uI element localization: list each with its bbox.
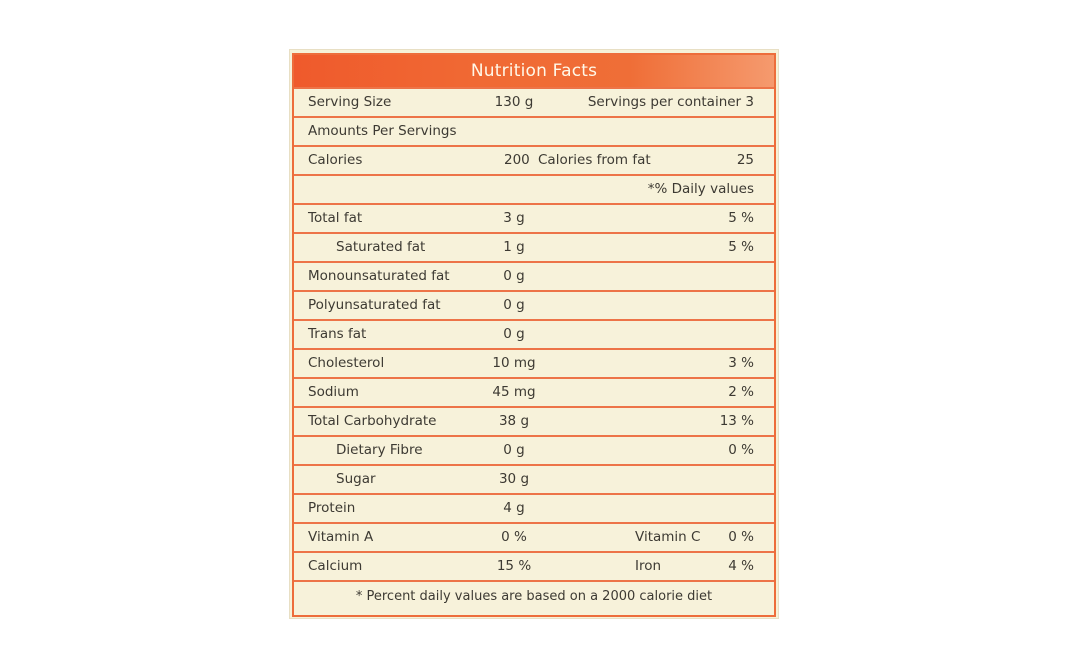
- nutrient-label: Trans fat: [308, 326, 367, 342]
- nutrient-row: [294, 493, 774, 522]
- vitamin-value: 0 %: [728, 529, 754, 545]
- nutrient-label: Saturated fat: [336, 239, 426, 255]
- nutrient-daily-value: 5 %: [728, 239, 754, 255]
- nutrient-amount: 0 g: [503, 326, 525, 342]
- nutrient-daily-value: 3 %: [728, 355, 754, 371]
- footnote: * Percent daily values are based on a 2000 calorie diet: [355, 589, 713, 604]
- nutrient-row: [294, 319, 774, 348]
- nutrient-daily-value: 5 %: [728, 210, 754, 226]
- vitamin-value: 0 %: [501, 529, 527, 545]
- daily-values-header-row: [294, 174, 774, 203]
- nutrient-daily-value: 2 %: [728, 384, 754, 400]
- nutrient-amount: 10 mg: [492, 355, 536, 371]
- nutrient-amount: 0 g: [503, 442, 525, 458]
- nutrient-label: Monounsaturated fat: [308, 268, 450, 284]
- nutrient-row: [294, 348, 774, 377]
- nutrient-label: Polyunsaturated fat: [308, 297, 441, 313]
- vitamin-row: [294, 551, 774, 580]
- nutrient-amount: 30 g: [498, 471, 530, 487]
- nutrient-daily-value: 0 %: [728, 442, 754, 458]
- vitamin-row: [294, 522, 774, 551]
- nutrient-amount: 0 g: [503, 297, 525, 313]
- serving-size-label: Serving Size: [308, 94, 392, 110]
- daily-values-header: *% Daily values: [647, 181, 754, 197]
- nutrient-label: Dietary Fibre: [336, 442, 423, 458]
- nutrient-amount: 38 g: [498, 413, 530, 429]
- nutrition-facts-title: Nutrition Facts: [294, 55, 774, 87]
- serving-row: [294, 87, 774, 116]
- nutrition-table: [292, 53, 776, 617]
- vitamin-label: Vitamin C: [635, 529, 701, 545]
- nutrient-label: Sodium: [308, 384, 359, 400]
- servings-per-container: Servings per container 3: [587, 94, 754, 110]
- nutrient-row: [294, 290, 774, 319]
- nutrient-row: [294, 261, 774, 290]
- calories-label: Calories: [308, 152, 363, 168]
- nutrient-label: Total Carbohydrate: [308, 413, 437, 429]
- nutrient-amount: 45 mg: [492, 384, 536, 400]
- nutrient-label: Total fat: [308, 210, 363, 226]
- nutrient-row: [294, 464, 774, 493]
- calories-value: 200: [504, 152, 530, 168]
- amounts-per-serving-label: Amounts Per Servings: [308, 123, 457, 139]
- nutrient-row: [294, 203, 774, 232]
- nutrition-label: [289, 49, 779, 619]
- nutrient-row: [294, 435, 774, 464]
- nutrient-row: [294, 406, 774, 435]
- vitamin-label: Vitamin A: [308, 529, 374, 545]
- nutrient-label: Sugar: [336, 471, 376, 487]
- footnote-row: [294, 580, 774, 615]
- nutrient-daily-value: 13 %: [719, 413, 754, 429]
- nutrient-amount: 0 g: [503, 268, 525, 284]
- nutrient-amount: 4 g: [503, 500, 525, 516]
- nutrient-row: [294, 232, 774, 261]
- nutrient-amount: 1 g: [503, 239, 525, 255]
- vitamin-value: 15 %: [496, 558, 532, 574]
- nutrient-label: Cholesterol: [308, 355, 385, 371]
- vitamin-label: Calcium: [308, 558, 363, 574]
- amounts-row: [294, 116, 774, 145]
- vitamin-label: Iron: [635, 558, 662, 574]
- serving-size-value: 130 g: [494, 94, 534, 110]
- vitamin-value: 4 %: [728, 558, 754, 574]
- calories-from-fat-label: Calories from fat: [538, 152, 651, 168]
- nutrient-label: Protein: [308, 500, 356, 516]
- calories-row: [294, 145, 774, 174]
- nutrient-amount: 3 g: [503, 210, 525, 226]
- nutrient-row: [294, 377, 774, 406]
- calories-from-fat-value: 25: [736, 152, 754, 168]
